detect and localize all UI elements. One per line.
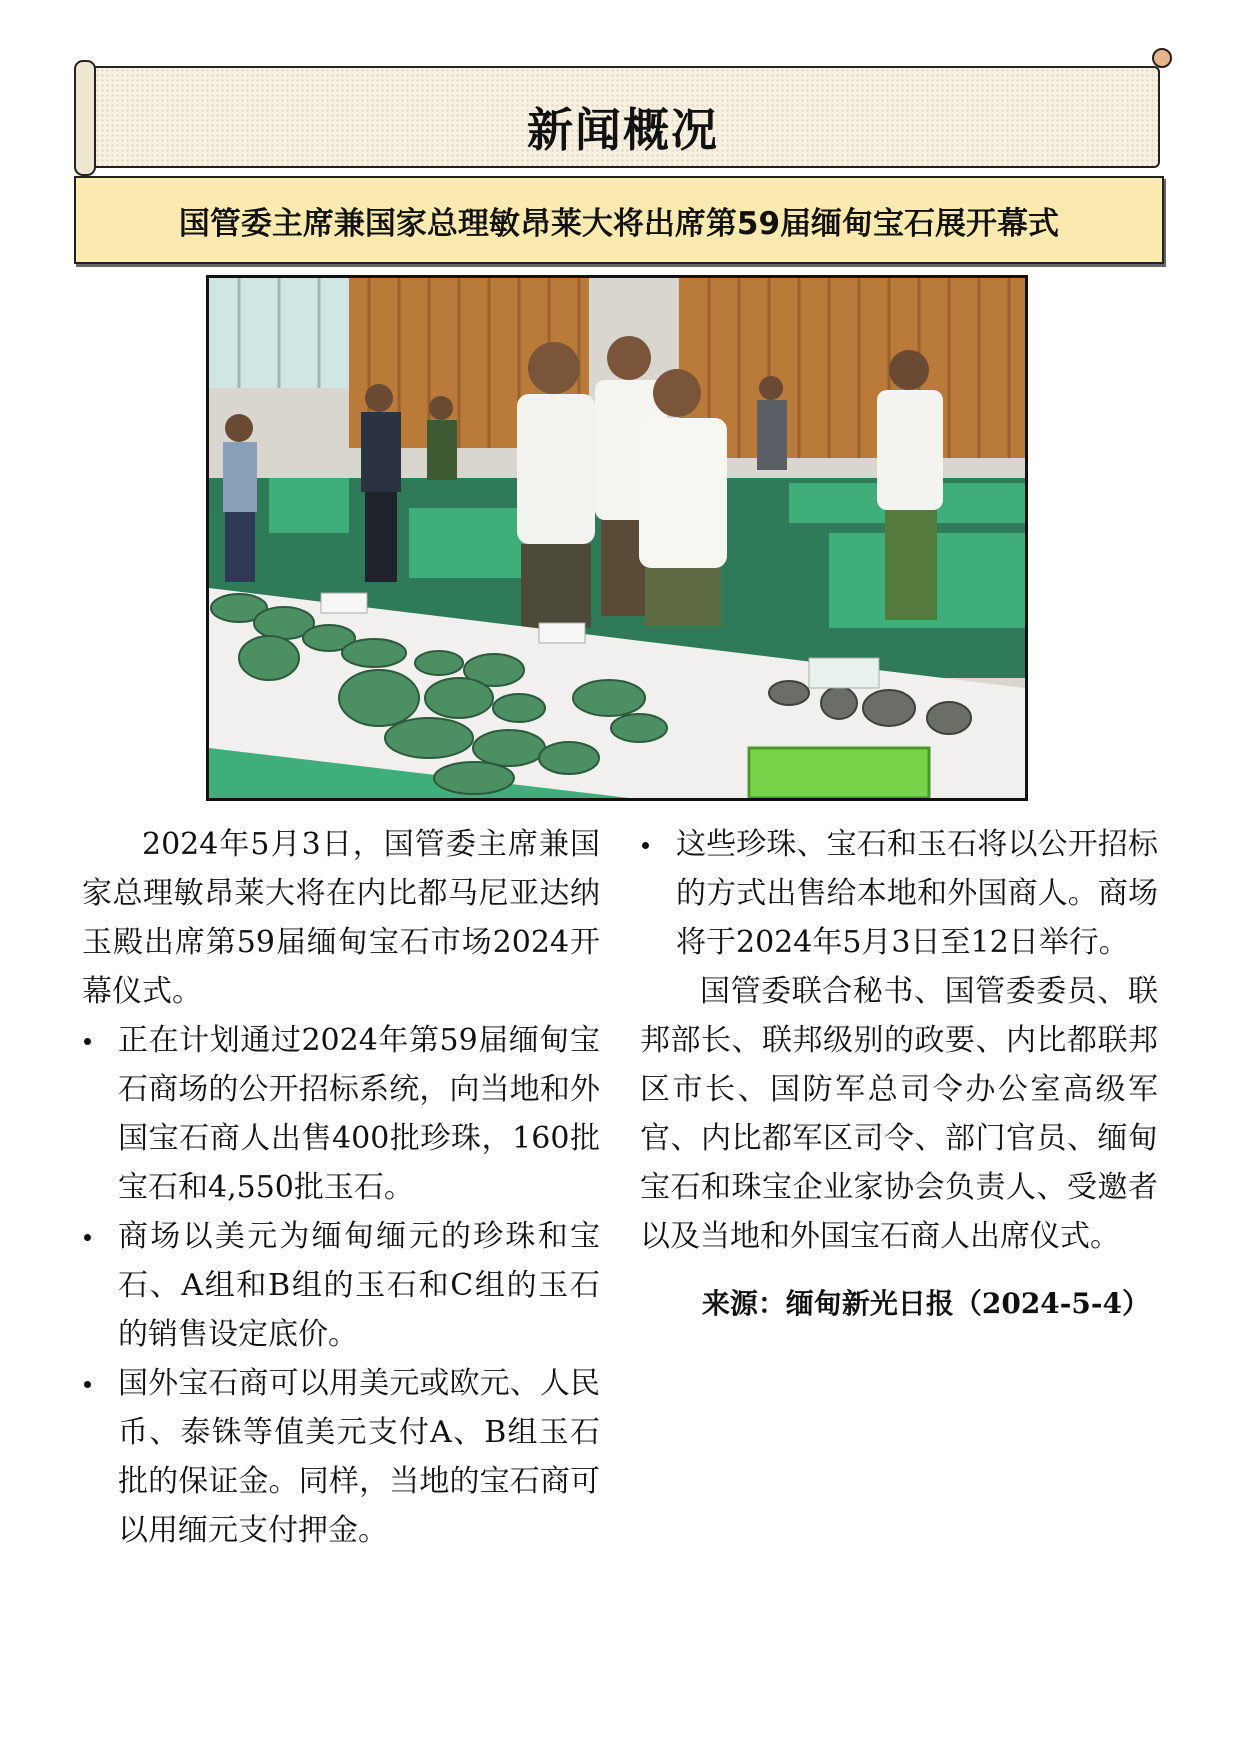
bullet-list-right [640, 820, 1158, 967]
section-title: 新闻概况 [527, 103, 719, 157]
article-right-column [640, 820, 1158, 1328]
article-intro: 2024年5月3日，国管委主席兼国家总理敏昂莱大将在内比都马尼亚达纳玉殿出席第59届缅甸宝石市场2024开幕仪式。 [82, 827, 600, 1009]
scroll-curl-right [1152, 48, 1172, 68]
list-item: 商场以美元为缅甸缅元的珍珠和宝石、A组和B组的玉石和C组的玉石的销售设定底价。 [82, 1212, 600, 1359]
bullet-list-left [82, 1016, 600, 1555]
article-left-column [82, 820, 600, 1555]
news-headline: 国管委主席兼国家总理敏昂莱大将出席第59届缅甸宝石展开幕式 [74, 176, 1164, 264]
news-photo [206, 275, 1028, 801]
photo-illustration [209, 278, 1025, 798]
article-attendees: 国管委联合秘书、国管委委员、联邦部长、联邦级别的政要、内比都联邦区市长、国防军总司令办公室高级军官、内比都军区司令、部门官员、缅甸宝石和珠宝企业家协会负责人、受邀者以及当地和外国宝石商人出席仪式。 [640, 974, 1158, 1254]
article-source: 来源：缅甸新光日报（2024-5-4） [701, 1287, 1150, 1320]
section-banner [74, 60, 1172, 172]
list-item: 正在计划通过2024年第59届缅甸宝石商场的公开招标系统，向当地和外国宝石商人出售400批珍珠，160批宝石和4,550批玉石。 [82, 1016, 600, 1212]
list-item: 国外宝石商可以用美元或欧元、人民币、泰铢等值美元支付A、B组玉石批的保证金。同样，当地的宝石商可以用缅元支付押金。 [82, 1359, 600, 1555]
list-item: 这些珍珠、宝石和玉石将以公开招标的方式出售给本地和外国商人。商场将于2024年5月3日至12日举行。 [640, 820, 1158, 967]
